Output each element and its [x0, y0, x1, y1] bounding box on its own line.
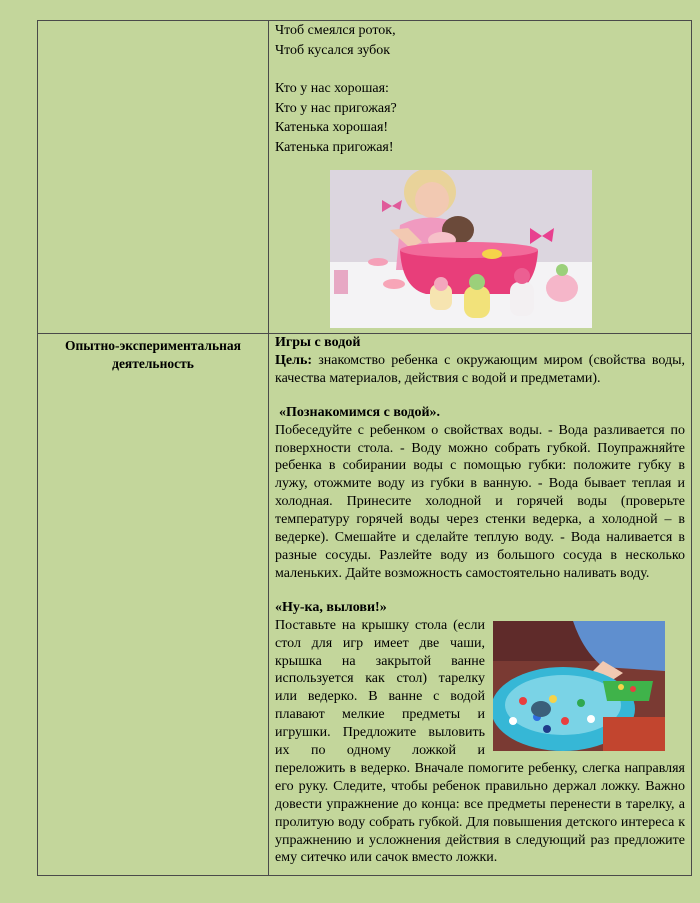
- table-row: [38, 334, 692, 876]
- goal-paragraph: [275, 352, 685, 388]
- content-table: [37, 20, 692, 876]
- poem-cell: [269, 21, 692, 334]
- content-cell: [269, 334, 692, 876]
- child-fishing-toys-photo: [493, 621, 665, 751]
- girl-bathing-doll-photo: [330, 170, 592, 328]
- game2-block: [275, 617, 685, 868]
- goal-label: Цель:: [275, 352, 313, 368]
- poem-line: Чтоб смеялся роток,: [275, 23, 396, 38]
- poem-line: Чтоб кусался зубок: [275, 42, 391, 58]
- poem-line: Катенька хорошая!: [275, 120, 389, 135]
- section-heading: Игры с водой: [275, 335, 361, 350]
- game1-text: Побеседуйте с ребенком о свойствах воды. - Вода разливается по поверхности стола. - Воду можно собрать губкой. Поупражняйте ребенка в собирании воды с помощью губки: положите губку в лужу, отожмите воду из губки в ванную. - Вода бывает теплая и холодная. Принесите холодной и горячей воды (проверьте температуру горячей воды через стенки ведерка, а холодной – в ведерке). Смешайте и сделайте теплую воду. - Вода наливается в разные сосуды. Разлейте воду из большого сосуда в несколько маленьких. Дайте возможность самостоятельно наливать воду.: [275, 422, 685, 581]
- table-row: [38, 21, 692, 334]
- poem-line: Кто у нас хорошая:: [275, 81, 389, 96]
- game2-text: Поставьте на крышку стола (если стол для игр имеет две чаши, крышка на закрытой ванне используется как стол) тарелку или ведерко. В ванне с водой плавают мелкие предметы и игрушки. Предложите выловить их по одному ложкой и переложить в ведерко. Вначале помогите ребенку, слегка направляя его руку. Следите, чтобы ребенок правильно держал ложку. Важно довести упражнение до конца: все предметы перенести в тарелку, а пролитую воду собрать губкой. Для повышения детского интереса к упражнению и усложнения действия в следующий раз предложите ему ситечко или сачок вместо ложки.: [275, 617, 685, 866]
- game1-title: «Познакомимся с водой».: [279, 404, 441, 420]
- goal-text: знакомство ребенка с окружающим миром (свойства воды, качества материалов, действия с водой и предметами).: [275, 352, 686, 386]
- section-content: [275, 334, 685, 867]
- poem: [275, 21, 685, 157]
- empty-cell: [38, 21, 269, 334]
- poem-line: Кто у нас пригожая?: [275, 100, 397, 116]
- poem-line: Катенька пригожая!: [275, 139, 394, 155]
- game2-title: «Ну-ка, вылови!»: [275, 599, 387, 615]
- section-label: Опытно-экспериментальная деятельность: [65, 338, 241, 371]
- label-cell: [38, 334, 269, 876]
